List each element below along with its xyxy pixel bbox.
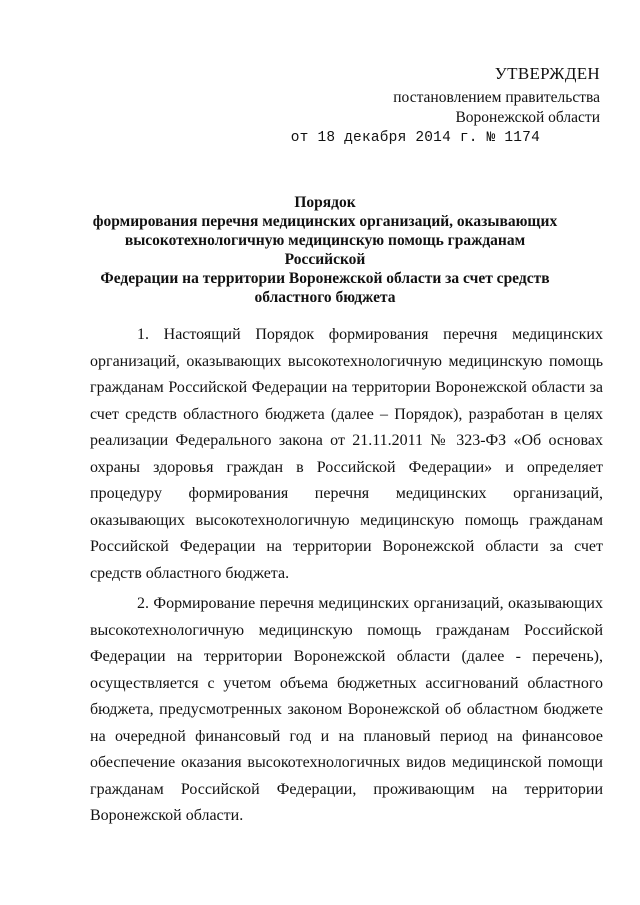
- title-line-3: высокотехнологичную медицинскую помощь гражданам Российской: [124, 232, 526, 268]
- title-line-2: формирования перечня медицинских организаций, оказывающих: [92, 213, 558, 230]
- approval-block: [291, 64, 600, 148]
- title-line-1: Порядок: [294, 194, 356, 211]
- paragraph-1: 1. Настоящий Порядок формирования перечня медицинских организаций, оказывающих высокотехнологичную медицинскую помощь гражданам Российской Федерации на территории Воронежской области за счет средств областного бюджета (далее – Порядок), разработан в целях реализации Федерального закона от 21.11.2011 № 323-ФЗ «Об основах охраны здоровья граждан в Российской Федерации» и определяет процедуру формирования перечня медицинских организаций, оказывающих высокотехнологичную медицинскую помощь гражданам Российской Федерации на территории Воронежской области за счет средств областного бюджета.: [90, 326, 603, 582]
- title-line-5: областного бюджета: [254, 289, 396, 306]
- title-line-4: Федерации на территории Воронежской области за счет средств: [100, 270, 550, 287]
- paragraph-2: 2. Формирование перечня медицинских организаций, оказывающих высокотехнологичную медицинскую помощь гражданам Российской Федерации на территории Воронежской области (далее - перечень), осуществляется с учетом объема бюджетных ассигнований областного бюджета, предусмотренных законом Воронежской об областном бюджете на очередной финансовый год и на плановый период на финансовое обеспечение оказания высокотехнологичных видов медицинской помощи гражданам Российской Федерации, проживающим на территории Воронежской области.: [90, 595, 603, 824]
- approval-date-number: от 18 декабря 2014 г. № 1174: [290, 130, 540, 146]
- approval-line-2: Воронежской области: [455, 109, 600, 126]
- document-title: [90, 193, 560, 307]
- approval-line-1: постановлением правительства: [393, 89, 600, 106]
- approval-heading: УТВЕРЖДЕН: [494, 64, 600, 83]
- document-body: [90, 322, 603, 834]
